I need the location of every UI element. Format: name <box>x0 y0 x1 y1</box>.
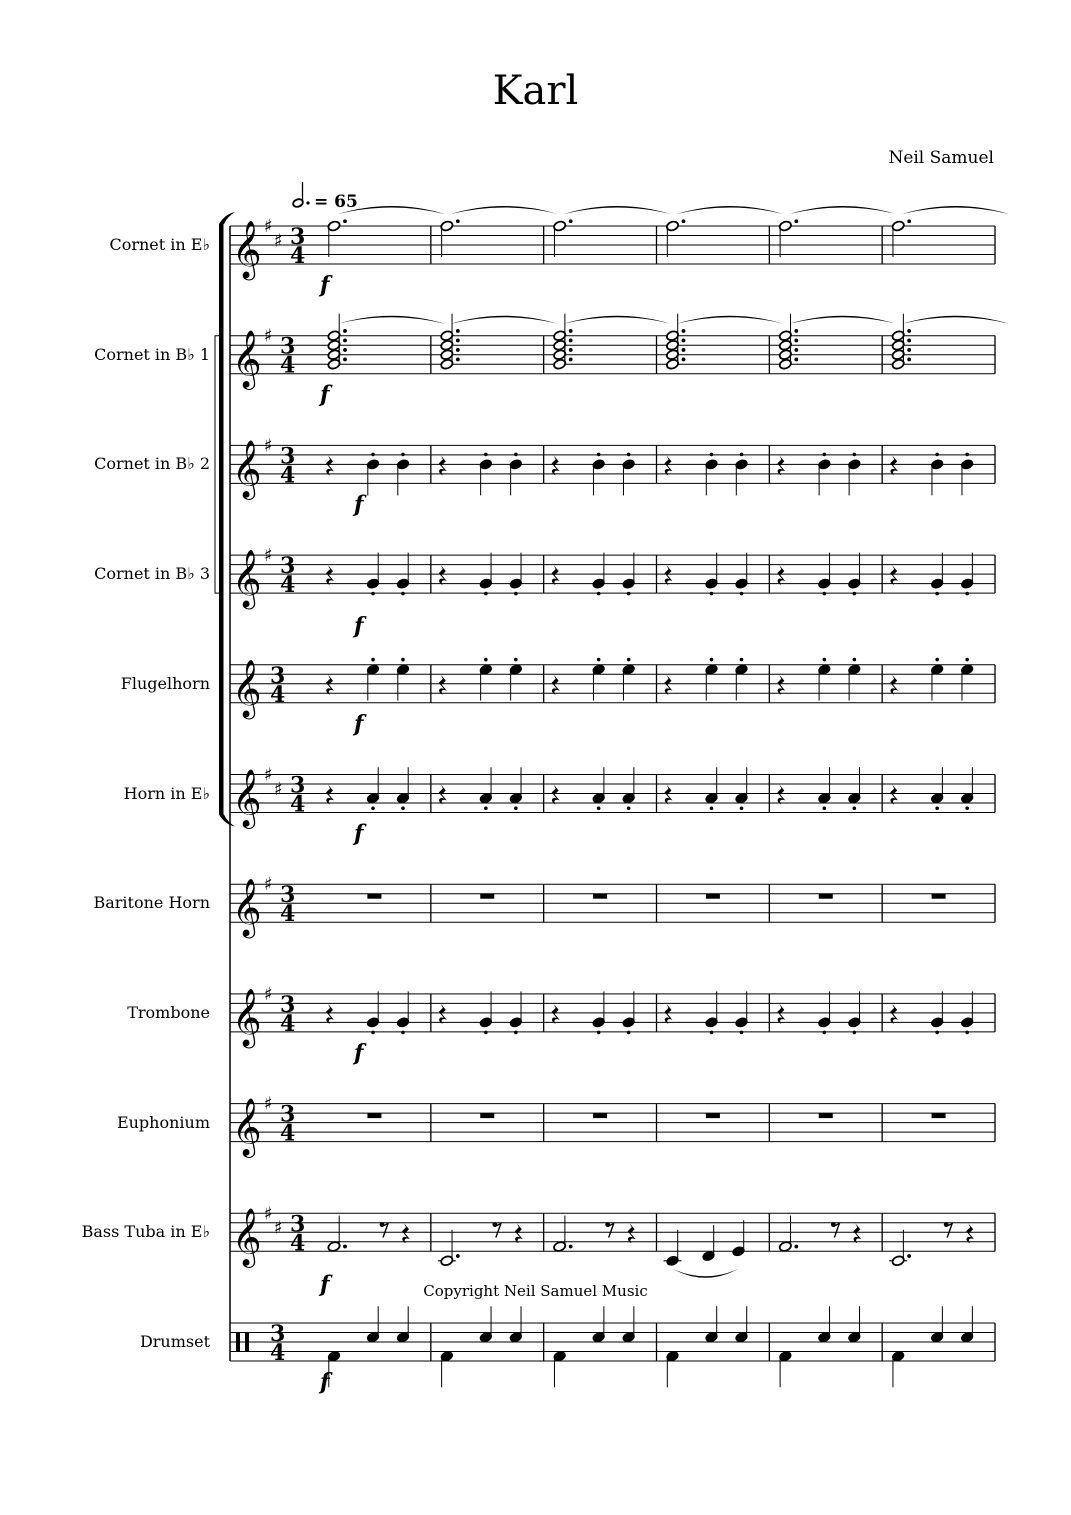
staff-9 <box>230 1094 995 1159</box>
quarter-rest <box>665 455 673 475</box>
key-signature-sharp: ♯ <box>264 545 273 567</box>
tempo-value: = 65 <box>314 192 358 212</box>
staccato-dot <box>853 806 857 810</box>
augmentation-dot <box>682 358 686 362</box>
staccato-dot <box>710 658 714 662</box>
quarter-rest <box>890 785 898 805</box>
key-signature-sharp: ♯ <box>264 435 273 457</box>
whole-rest <box>932 1113 946 1118</box>
eighth-rest-stem <box>382 1224 388 1238</box>
time-signature-numerator: 3 <box>280 991 296 1018</box>
augmentation-dot <box>682 219 686 223</box>
staccato-dot <box>371 592 375 596</box>
staccato-dot <box>597 592 601 596</box>
augmentation-dot <box>569 329 573 333</box>
augmentation-dot <box>794 219 798 223</box>
tie <box>451 316 558 324</box>
time-signature-denominator: 4 <box>280 901 296 928</box>
staccato-dot <box>627 1031 631 1035</box>
staccato-dot <box>401 806 405 810</box>
staccato-dot <box>710 1031 714 1035</box>
staccato-dot <box>371 806 375 810</box>
augmentation-dot <box>682 329 686 333</box>
instrument-name: Drumset <box>139 1332 210 1351</box>
treble-clef-icon: 𝄞 <box>232 1207 262 1266</box>
whole-rest <box>706 1113 720 1118</box>
staccato-dot <box>627 592 631 596</box>
dynamic-forte: f <box>354 1039 364 1066</box>
quarter-rest <box>777 785 785 805</box>
augmentation-dot <box>907 348 911 352</box>
tie <box>677 206 784 214</box>
staccato-dot <box>740 592 744 596</box>
staccato-dot <box>823 658 827 662</box>
copyright-notice: Copyright Neil Samuel Music <box>423 1282 648 1300</box>
time-signature-numerator: 3 <box>280 443 296 470</box>
eighth-rest-stem <box>946 1224 952 1238</box>
augmentation-dot <box>907 219 911 223</box>
staff-5 <box>230 658 995 737</box>
staff-2 <box>230 314 1009 408</box>
whole-rest <box>367 894 381 899</box>
composer-name: Neil Samuel <box>888 148 994 168</box>
augmentation-dot <box>907 358 911 362</box>
time-signature-numerator: 3 <box>270 1321 286 1347</box>
dynamic-forte: f <box>354 491 364 518</box>
quarter-rest <box>552 455 560 475</box>
score-title: Karl <box>492 68 579 114</box>
staccato-dot <box>710 806 714 810</box>
whole-rest <box>367 1113 381 1118</box>
instrument-name: Baritone Horn <box>93 893 210 913</box>
key-signature-sharp: ♯ <box>264 874 273 896</box>
tie <box>677 316 784 324</box>
key-signature-sharp: ♯ <box>274 230 283 252</box>
key-signature-sharp: ♯ <box>274 778 283 800</box>
time-signature-numerator: 3 <box>280 882 296 909</box>
augmentation-dot <box>456 358 460 362</box>
augmentation-dot <box>343 339 347 343</box>
tie <box>564 316 671 324</box>
augmentation-dot <box>569 219 573 223</box>
tie <box>338 316 445 324</box>
augmentation-dot <box>569 358 573 362</box>
treble-clef-icon: 𝄞 <box>232 1097 262 1156</box>
whole-rest <box>593 894 607 899</box>
time-signature-numerator: 3 <box>290 1211 306 1238</box>
time-signature-numerator: 3 <box>280 333 296 360</box>
quarter-rest <box>326 675 334 695</box>
time-signature-numerator: 3 <box>280 553 296 580</box>
staff-4 <box>230 545 995 639</box>
quarter-rest <box>326 785 334 805</box>
staccato-dot <box>597 1031 601 1035</box>
key-signature-sharp: ♯ <box>264 1203 273 1225</box>
staccato-dot <box>853 658 857 662</box>
staccato-dot <box>965 658 969 662</box>
staccato-dot <box>823 1031 827 1035</box>
tie <box>902 206 1009 214</box>
staccato-dot <box>740 806 744 810</box>
ensemble-bracket <box>219 224 224 815</box>
dynamic-forte: f <box>320 272 330 298</box>
staccato-dot <box>627 806 631 810</box>
dynamic-forte: f <box>354 613 364 640</box>
time-signature-numerator: 3 <box>290 772 306 799</box>
staccato-dot <box>965 592 969 596</box>
staccato-dot <box>401 453 405 457</box>
staccato-dot <box>935 658 939 662</box>
treble-clef-icon: 𝄞 <box>232 658 262 717</box>
dynamic-forte: f <box>320 1271 330 1298</box>
staccato-dot <box>401 658 405 662</box>
quarter-rest <box>552 675 560 695</box>
tie <box>902 316 1009 324</box>
quarter-rest <box>326 565 334 585</box>
staccato-dot <box>965 1031 969 1035</box>
time-signature-denominator: 4 <box>280 572 296 599</box>
staff-1 <box>230 206 1009 298</box>
treble-clef-icon: 𝄞 <box>232 329 262 388</box>
quarter-rest <box>552 785 560 805</box>
augmentation-dot <box>794 1245 798 1249</box>
key-signature-sharp: ♯ <box>264 1093 273 1115</box>
augmentation-dot <box>682 348 686 352</box>
quarter-rest <box>890 675 898 695</box>
time-signature-denominator: 4 <box>280 1010 296 1037</box>
augmentation-dot <box>569 339 573 343</box>
instrument-name: Bass Tuba in E♭ <box>81 1222 210 1242</box>
tie <box>451 206 558 214</box>
quarter-rest <box>628 1223 636 1243</box>
quarter-rest <box>853 1223 861 1243</box>
staccato-dot <box>371 453 375 457</box>
staccato-dot <box>740 658 744 662</box>
key-signature-sharp: ♯ <box>264 764 273 786</box>
augmentation-dot <box>907 1254 911 1258</box>
staccato-dot <box>710 592 714 596</box>
eighth-rest-stem <box>833 1224 839 1238</box>
staccato-dot <box>935 453 939 457</box>
tie <box>789 206 896 214</box>
staccato-dot <box>823 592 827 596</box>
staff-6 <box>230 765 995 847</box>
whole-rest <box>819 1113 833 1118</box>
quarter-rest <box>777 565 785 585</box>
augmentation-dot <box>456 329 460 333</box>
dynamic-forte: f <box>320 381 330 408</box>
dynamic-forte: f <box>320 1369 330 1395</box>
time-signature-numerator: 3 <box>290 224 306 250</box>
staff-11 <box>230 1306 995 1395</box>
eighth-rest-stem <box>608 1224 614 1238</box>
whole-rest <box>593 1113 607 1118</box>
staccato-dot <box>484 592 488 596</box>
augmentation-dot <box>569 1245 573 1249</box>
staccato-dot <box>627 658 631 662</box>
staccato-dot <box>853 592 857 596</box>
augmentation-dot <box>343 1245 347 1249</box>
staccato-dot <box>965 453 969 457</box>
time-signature-denominator: 4 <box>290 791 306 818</box>
staccato-dot <box>597 453 601 457</box>
quarter-rest <box>439 565 447 585</box>
augmentation-dot <box>794 339 798 343</box>
staccato-dot <box>740 453 744 457</box>
staff-3 <box>230 435 995 517</box>
staccato-dot <box>484 658 488 662</box>
treble-clef-icon: 𝄞 <box>232 768 262 827</box>
augmentation-dot <box>907 339 911 343</box>
staccato-dot <box>965 806 969 810</box>
quarter-rest <box>552 1004 560 1024</box>
eighth-rest-stem <box>495 1224 501 1238</box>
instrument-name: Cornet in E♭ <box>109 235 210 254</box>
staccato-dot <box>597 806 601 810</box>
staccato-dot <box>823 453 827 457</box>
treble-clef-icon: 𝄞 <box>232 439 262 498</box>
staccato-dot <box>514 658 518 662</box>
staccato-dot <box>484 453 488 457</box>
staccato-dot <box>935 1031 939 1035</box>
augmentation-dot <box>456 339 460 343</box>
time-signature-denominator: 4 <box>290 1230 306 1257</box>
time-signature-denominator: 4 <box>280 352 296 379</box>
treble-clef-icon: 𝄞 <box>232 549 262 608</box>
treble-clef-icon: 𝄞 <box>232 220 262 278</box>
key-signature-sharp: ♯ <box>264 325 273 347</box>
quarter-rest <box>402 1223 410 1243</box>
quarter-rest <box>777 675 785 695</box>
augmentation-dot <box>343 219 347 223</box>
augmentation-dot <box>456 348 460 352</box>
staccato-dot <box>597 658 601 662</box>
augmentation-dot <box>907 329 911 333</box>
quarter-rest <box>890 1004 898 1024</box>
augmentation-dot <box>343 348 347 352</box>
staccato-dot <box>935 806 939 810</box>
quarter-rest <box>665 785 673 805</box>
staccato-dot <box>401 1031 405 1035</box>
time-signature-numerator: 3 <box>270 662 286 689</box>
augmentation-dot <box>343 329 347 333</box>
augmentation-dot <box>682 339 686 343</box>
staccato-dot <box>514 1031 518 1035</box>
dynamic-forte: f <box>354 710 364 737</box>
staccato-dot <box>740 1031 744 1035</box>
instrument-name: Cornet in B♭ 3 <box>94 564 210 584</box>
whole-rest <box>480 894 494 899</box>
quarter-rest <box>966 1223 974 1243</box>
tie <box>564 206 671 214</box>
augmentation-dot <box>456 1254 460 1258</box>
time-signature-denominator: 4 <box>280 1120 296 1147</box>
percussion-clef-icon <box>236 1333 240 1352</box>
tempo-marking <box>292 182 358 212</box>
staff-7 <box>230 874 995 939</box>
dotted-half-note-icon <box>292 182 310 208</box>
quarter-rest <box>665 565 673 585</box>
quarter-rest <box>552 565 560 585</box>
instrument-name: Cornet in B♭ 1 <box>94 344 210 364</box>
staff-system <box>215 206 1009 1395</box>
quarter-rest <box>439 1004 447 1024</box>
time-signature-numerator: 3 <box>280 1101 296 1128</box>
quarter-rest <box>665 675 673 695</box>
percussion-clef-icon <box>245 1333 249 1352</box>
quarter-rest <box>890 455 898 475</box>
staccato-dot <box>853 1031 857 1035</box>
key-signature-sharp: ♯ <box>274 1217 283 1239</box>
key-signature-sharp: ♯ <box>264 983 273 1005</box>
quarter-rest <box>439 785 447 805</box>
treble-clef-icon: 𝄞 <box>232 878 262 937</box>
time-signature-denominator: 4 <box>290 243 306 269</box>
staccato-dot <box>514 453 518 457</box>
instrument-name: Flugelhorn <box>120 673 210 693</box>
staccato-dot <box>371 658 375 662</box>
instrument-name: Cornet in B♭ 2 <box>94 454 210 474</box>
staccato-dot <box>710 453 714 457</box>
time-signature-denominator: 4 <box>270 1340 286 1366</box>
augmentation-dot <box>794 358 798 362</box>
whole-rest <box>819 894 833 899</box>
staccato-dot <box>401 592 405 596</box>
time-signature-denominator: 4 <box>280 462 296 489</box>
quarter-rest <box>665 1004 673 1024</box>
whole-rest <box>706 894 720 899</box>
augmentation-dot <box>794 329 798 333</box>
slur <box>673 1269 739 1278</box>
key-signature-sharp: ♯ <box>264 216 273 237</box>
instrument-name: Euphonium <box>116 1112 210 1132</box>
staccato-dot <box>484 1031 488 1035</box>
staccato-dot <box>853 453 857 457</box>
quarter-rest <box>777 1004 785 1024</box>
quarter-rest <box>439 455 447 475</box>
staccato-dot <box>371 1031 375 1035</box>
quarter-rest <box>777 455 785 475</box>
whole-rest <box>932 894 946 899</box>
quarter-rest <box>515 1223 523 1243</box>
quarter-rest <box>326 455 334 475</box>
staccato-dot <box>514 592 518 596</box>
augmentation-dot <box>343 358 347 362</box>
staccato-dot <box>514 806 518 810</box>
instrument-name: Horn in E♭ <box>123 783 210 803</box>
staccato-dot <box>627 453 631 457</box>
quarter-rest <box>439 675 447 695</box>
tie <box>789 316 896 324</box>
staff-8 <box>230 984 995 1066</box>
augmentation-dot <box>456 219 460 223</box>
staccato-dot <box>484 806 488 810</box>
treble-clef-icon: 𝄞 <box>232 987 262 1046</box>
quarter-rest <box>326 1004 334 1024</box>
augmentation-dot <box>794 348 798 352</box>
instrument-name: Trombone <box>127 1002 210 1022</box>
staccato-dot <box>823 806 827 810</box>
whole-rest <box>480 1113 494 1118</box>
time-signature-denominator: 4 <box>270 681 286 708</box>
augmentation-dot <box>569 348 573 352</box>
staccato-dot <box>935 592 939 596</box>
dynamic-forte: f <box>354 820 364 847</box>
quarter-rest <box>890 565 898 585</box>
